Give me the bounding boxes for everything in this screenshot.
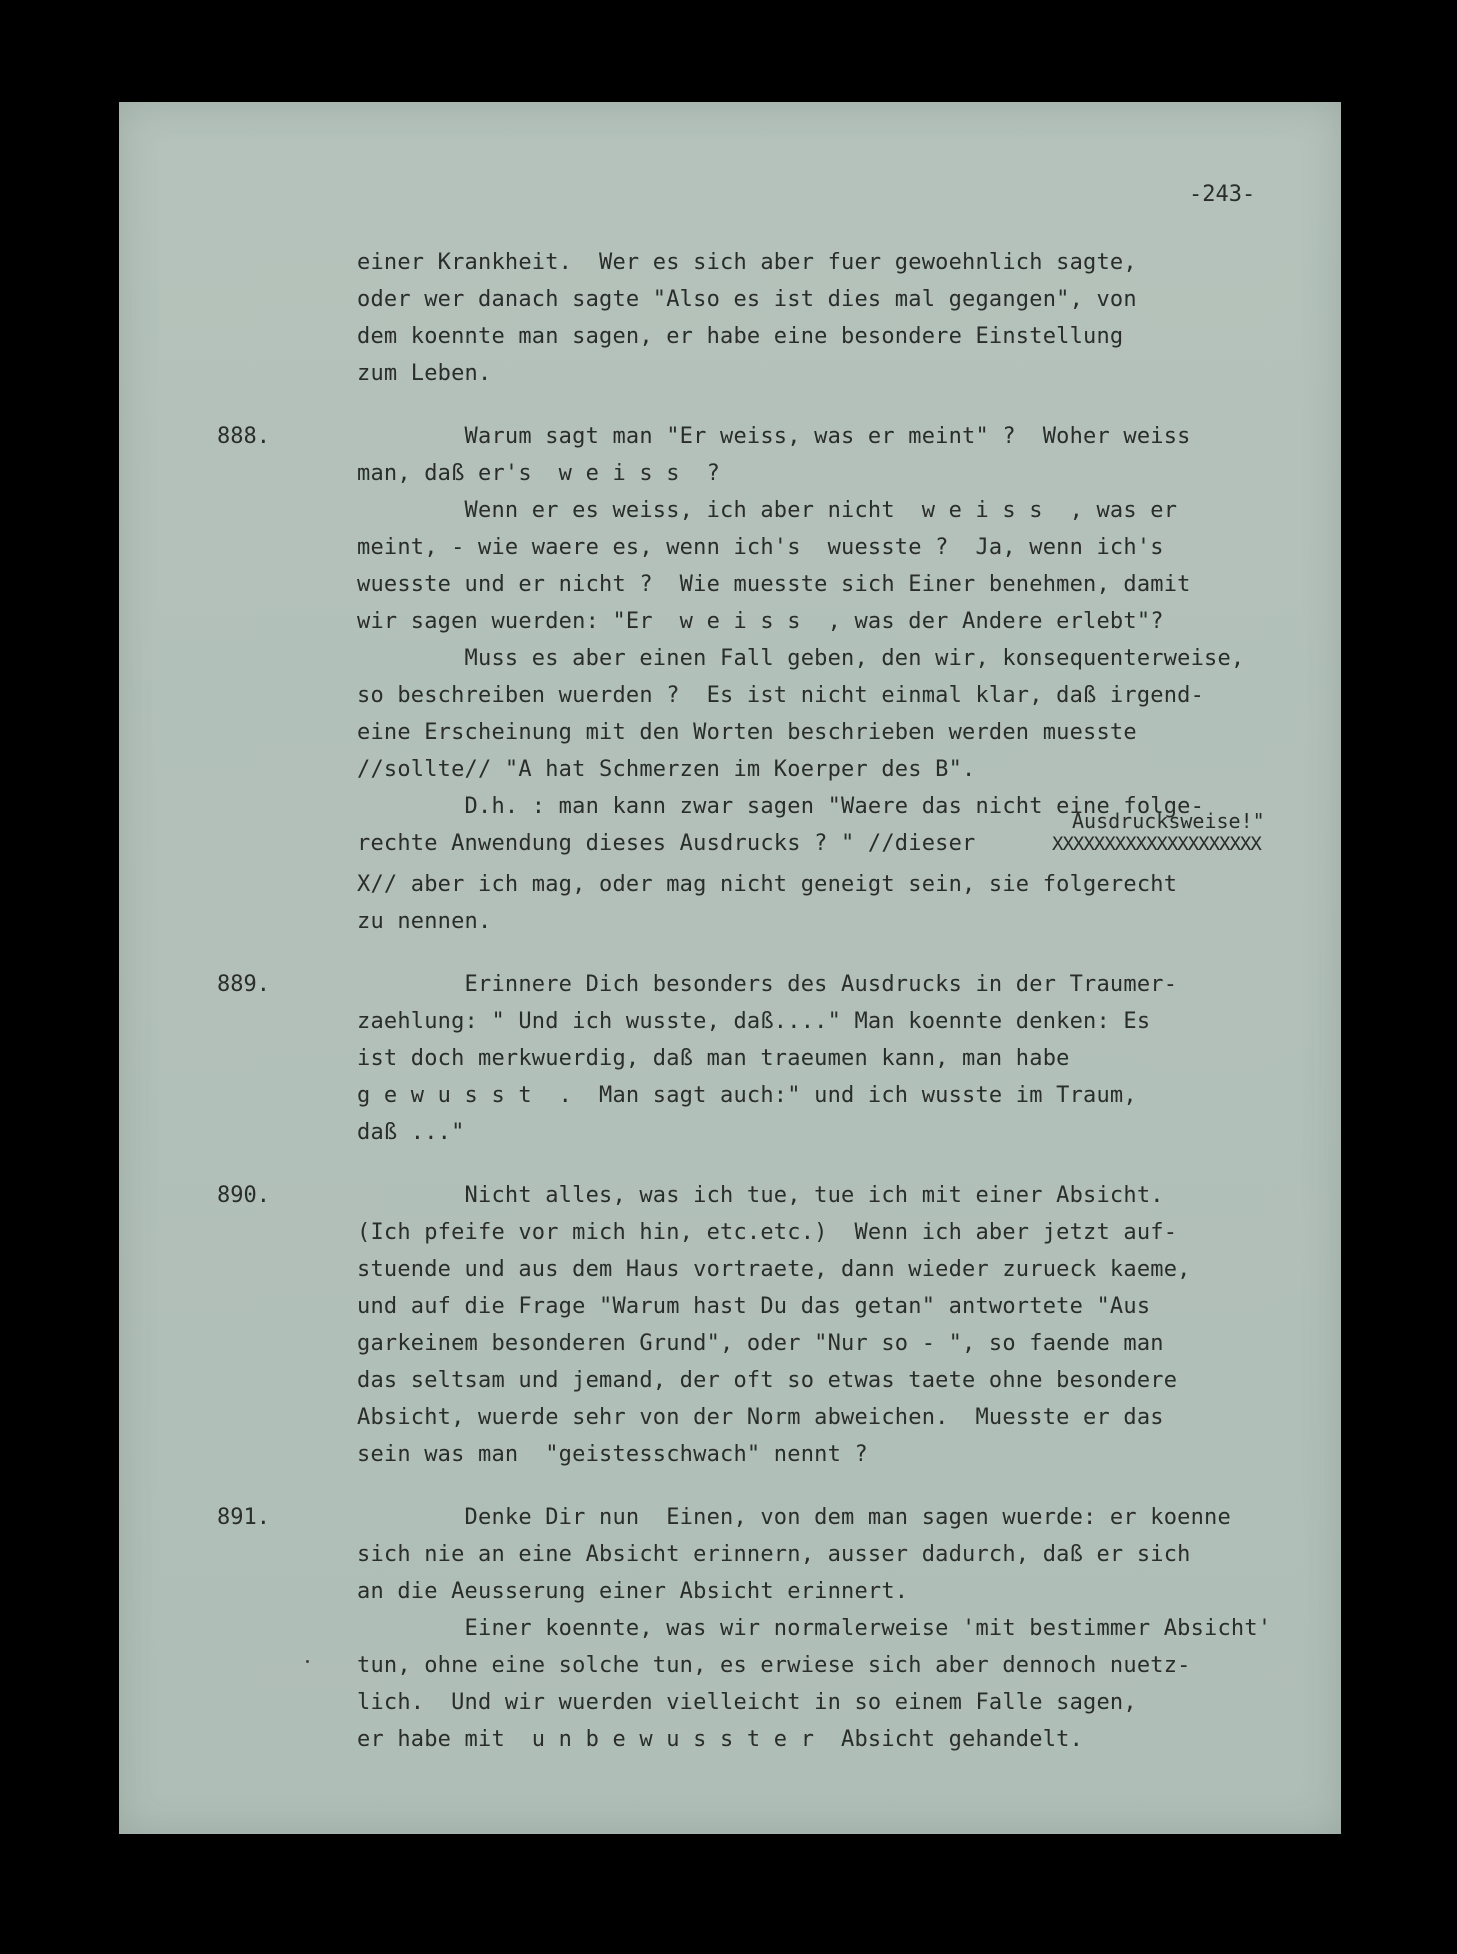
text-line: tun, ohne eine solche tun, es erwiese sich aber dennoch nuetz- bbox=[357, 1653, 1191, 1678]
text-line: Absicht, wuerde sehr von der Norm abweichen. Muesste er das bbox=[357, 1405, 1164, 1430]
text-line: Denke Dir nun Einen, von dem man sagen wuerde: er koenne bbox=[357, 1505, 1231, 1530]
text-line: dem koennte man sagen, er habe eine besondere Einstellung bbox=[357, 324, 1124, 349]
text-line: meint, - wie waere es, wenn ich's wuesste ? Ja, wenn ich's bbox=[357, 535, 1164, 560]
text-line: Nicht alles, was ich tue, tue ich mit einer Absicht. bbox=[357, 1183, 1164, 1208]
paragraph-number: 888. bbox=[217, 424, 270, 449]
text-line: zum Leben. bbox=[357, 361, 492, 386]
margin-mark bbox=[306, 1660, 309, 1663]
text-line: Warum sagt man "Er weiss, was er meint" ? Woher weiss bbox=[357, 424, 1191, 449]
text-line: wir sagen wuerden: "Er w e i s s , was der Andere erlebt"? bbox=[357, 609, 1164, 634]
text-line: rechte Anwendung dieses Ausdrucks ? " //dieser bbox=[357, 831, 976, 856]
text-line: oder wer danach sagte "Also es ist dies mal gegangen", von bbox=[357, 287, 1137, 312]
text-line: so beschreiben wuerden ? Es ist nicht einmal klar, daß irgend- bbox=[357, 683, 1205, 708]
text-line: wuesste und er nicht ? Wie muesste sich Einer benehmen, damit bbox=[357, 572, 1191, 597]
text-line: X// aber ich mag, oder mag nicht geneigt sein, sie folgerecht bbox=[357, 872, 1178, 897]
text-line: er habe mit u n b e w u s s t e r Absicht gehandelt. bbox=[357, 1727, 1084, 1752]
text-line: und auf die Frage "Warum hast Du das getan" antwortete "Aus bbox=[357, 1294, 1151, 1319]
text-line: //sollte// "A hat Schmerzen im Koerper des B". bbox=[357, 757, 976, 782]
text-line: Wenn er es weiss, ich aber nicht w e i s s , was er bbox=[357, 498, 1178, 523]
text-line: lich. Und wir wuerden vielleicht in so einem Falle sagen, bbox=[357, 1690, 1137, 1715]
typescript-page bbox=[119, 102, 1341, 1834]
text-line: (Ich pfeife vor mich hin, etc.etc.) Wenn ich aber jetzt auf- bbox=[357, 1220, 1178, 1245]
struck-through-text: XXXXXXXXXXXXXXXXXXXX bbox=[1052, 833, 1261, 855]
text-line: Erinnere Dich besonders des Ausdrucks in der Traumer- bbox=[357, 972, 1178, 997]
paragraph-number: 890. bbox=[217, 1183, 270, 1208]
paragraph-number: 889. bbox=[217, 972, 270, 997]
text-line: eine Erscheinung mit den Worten beschrieben werden muesste bbox=[357, 720, 1137, 745]
text-line: das seltsam und jemand, der oft so etwas taete ohne besondere bbox=[357, 1368, 1178, 1393]
text-line: einer Krankheit. Wer es sich aber fuer gewoehnlich sagte, bbox=[357, 250, 1137, 275]
text-line: an die Aeusserung einer Absicht erinnert. bbox=[357, 1579, 909, 1604]
text-line: D.h. : man kann zwar sagen "Waere das nicht eine folge- bbox=[357, 794, 1205, 819]
text-line: zu nennen. bbox=[357, 909, 492, 934]
text-line: ist doch merkwuerdig, daß man traeumen kann, man habe bbox=[357, 1046, 1070, 1071]
handwritten-insertion: Ausdrucksweise!" bbox=[1072, 809, 1265, 833]
page-number: -243- bbox=[1189, 182, 1256, 207]
text-line: Muss es aber einen Fall geben, den wir, konsequenterweise, bbox=[357, 646, 1245, 671]
text-line: daß ..." bbox=[357, 1120, 465, 1145]
text-line: man, daß er's w e i s s ? bbox=[357, 461, 721, 486]
text-line: zaehlung: " Und ich wusste, daß...." Man koennte denken: Es bbox=[357, 1009, 1151, 1034]
text-line: sich nie an eine Absicht erinnern, ausser dadurch, daß er sich bbox=[357, 1542, 1191, 1567]
text-line: stuende und aus dem Haus vortraete, dann wieder zurueck kaeme, bbox=[357, 1257, 1191, 1282]
text-line: g e w u s s t . Man sagt auch:" und ich wusste im Traum, bbox=[357, 1083, 1137, 1108]
paragraph-number: 891. bbox=[217, 1505, 270, 1530]
text-line: sein was man "geistesschwach" nennt ? bbox=[357, 1442, 868, 1467]
text-line: Einer koennte, was wir normalerweise 'mit bestimmer Absicht' bbox=[357, 1616, 1272, 1641]
text-line: garkeinem besonderen Grund", oder "Nur so - ", so faende man bbox=[357, 1331, 1164, 1356]
